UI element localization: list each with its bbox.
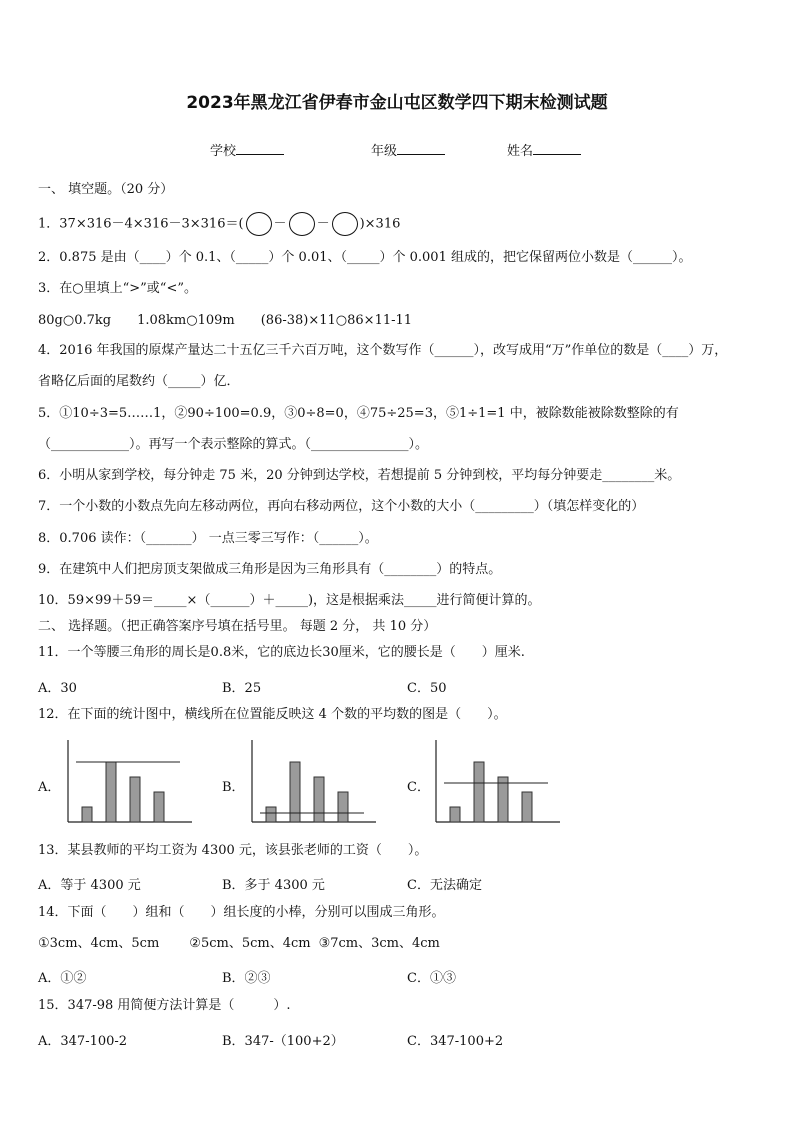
bar-4: [522, 792, 532, 822]
question-1: [38, 212, 400, 236]
q12-label-b[interactable]: B．: [222, 780, 245, 795]
bar-1: [450, 807, 460, 822]
q13-option-b[interactable]: B．多于 4300 元: [222, 878, 325, 893]
q12-chart-c: [428, 740, 568, 830]
name-field: [507, 140, 581, 159]
q11-option-b[interactable]: B．25: [222, 681, 262, 696]
q1-prefix: 1．37×316－4×316－3×316＝(: [38, 216, 244, 232]
bar-4: [338, 792, 348, 822]
q13-option-c[interactable]: C．无法确定: [407, 878, 482, 893]
q3-item-2: 1.08km○109m: [137, 313, 235, 328]
name-label: 姓名: [507, 144, 534, 159]
q3-item-3: (86-38)×11○86×11-11: [260, 313, 413, 328]
name-blank[interactable]: [533, 141, 581, 155]
q12-chart-b: [244, 740, 384, 830]
question-13: 13．某县教师的平均工资为 4300 元，该县张老师的工资（ ）。: [38, 843, 428, 858]
q14-option-b[interactable]: B．②③: [222, 971, 271, 986]
bar-2: [474, 762, 484, 822]
question-4-line-2: 省略亿后面的尾数约（_____）亿．: [38, 374, 240, 389]
q14-item-2: ②5cm、5cm、4cm: [189, 936, 311, 951]
page-title: 2023年黑龙江省伊春市金山屯区数学四下期末检测试题: [186, 93, 608, 113]
bar-3: [130, 777, 140, 822]
bar-4: [154, 792, 164, 822]
q11-option-c[interactable]: C．50: [407, 681, 447, 696]
school-field: [210, 140, 284, 159]
section-2-heading: 二、 选择题。（把正确答案序号填在括号里。 每题 2 分， 共 10 分）: [38, 619, 437, 634]
school-blank[interactable]: [236, 141, 284, 155]
q14-item-3: ③7cm、3cm、4cm: [318, 936, 440, 951]
q12-label-a[interactable]: A．: [38, 780, 61, 795]
q14-option-c[interactable]: C．①③: [407, 971, 456, 986]
question-4-line-1: 4．2016 年我国的原煤产量达二十五亿三千六百万吨，这个数写作（______），改写成用“万”作单位的数是（____）万，: [38, 343, 728, 358]
grade-field: [371, 140, 445, 159]
question-8: 8．0.706 读作：（_______） 一点三零三写作：（______）。: [38, 531, 378, 546]
chart-b-svg: [244, 740, 384, 830]
bar-3: [498, 777, 508, 822]
question-15: 15．347-98 用简便方法计算是（ ）.: [38, 998, 291, 1013]
grade-label: 年级: [371, 144, 398, 159]
q1-suffix: )×316: [359, 216, 401, 232]
question-7: 7．一个小数的小数点先向左移动两位，再向右移动两位，这个小数的大小（_________）（填怎样变化的）: [38, 499, 645, 514]
chart-a-svg: [60, 740, 200, 830]
question-2: 2．0.875 是由（____）个 0.1、（_____）个 0.01、（_____）个 0.001 组成的，把它保留两位小数是（______）。: [38, 250, 692, 265]
question-5-line-2: （____________）。再写一个表示整除的算式。（_______________）。: [38, 437, 429, 452]
q14-option-a[interactable]: A．①②: [38, 971, 87, 986]
question-6: 6．小明从家到学校，每分钟走 75 米，20 分钟到达学校，若想提前 5 分钟到校，平均每分钟要走________米。: [38, 468, 681, 483]
q12-label-c[interactable]: C．: [407, 780, 430, 795]
q13-option-a[interactable]: A．等于 4300 元: [38, 878, 141, 893]
question-3-items: [38, 313, 412, 329]
chart-c-svg: [428, 740, 568, 830]
answer-circle-3[interactable]: [332, 212, 358, 236]
question-9: 9．在建筑中人们把房顶支架做成三角形是因为三角形具有（________）的特点。: [38, 562, 502, 577]
question-12: 12．在下面的统计图中，横线所在位置能反映这 4 个数的平均数的图是（ ）。: [38, 707, 507, 722]
school-label: 学校: [210, 144, 237, 159]
question-14: 14．下面（ ）组和（ ）组长度的小棒，分别可以围成三角形。: [38, 905, 445, 920]
question-10: 10．59×99＋59＝_____×（______）＋_____)，这是根据乘法_____进行简便计算的。: [38, 593, 541, 608]
q3-item-1: 80g○0.7kg: [38, 313, 112, 328]
q12-chart-a: [60, 740, 200, 830]
bar-3: [314, 777, 324, 822]
bar-1: [266, 807, 276, 822]
q14-item-1: ①3cm、4cm、5cm: [38, 936, 160, 951]
answer-circle-1[interactable]: [246, 212, 272, 236]
section-1-heading: 一、 填空题。（20 分）: [38, 182, 174, 197]
q11-option-a[interactable]: A．30: [38, 681, 77, 696]
q1-minus-1: －: [273, 216, 287, 232]
bar-2: [106, 762, 116, 822]
question-11: 11．一个等腰三角形的周长是0.8米，它的底边长30厘米，它的腰长是（ ）厘米.: [38, 645, 525, 660]
question-5-line-1: 5．①10÷3=5……1，②90÷100=0.9，③0÷8=0，④75÷25=3，⑤1÷1=1 中，被除数能被除数整除的有: [38, 406, 679, 421]
q15-option-b[interactable]: B．347-（100+2）: [222, 1034, 344, 1049]
q1-minus-2: －: [316, 216, 330, 232]
grade-blank[interactable]: [397, 141, 445, 155]
q15-option-a[interactable]: A．347-100-2: [38, 1034, 128, 1049]
question-14-items: [38, 936, 440, 952]
answer-circle-2[interactable]: [289, 212, 315, 236]
question-3: 3．在○里填上“>”或“<”。: [38, 281, 197, 296]
q15-option-c[interactable]: C．347-100+2: [407, 1034, 504, 1049]
bar-1: [82, 807, 92, 822]
